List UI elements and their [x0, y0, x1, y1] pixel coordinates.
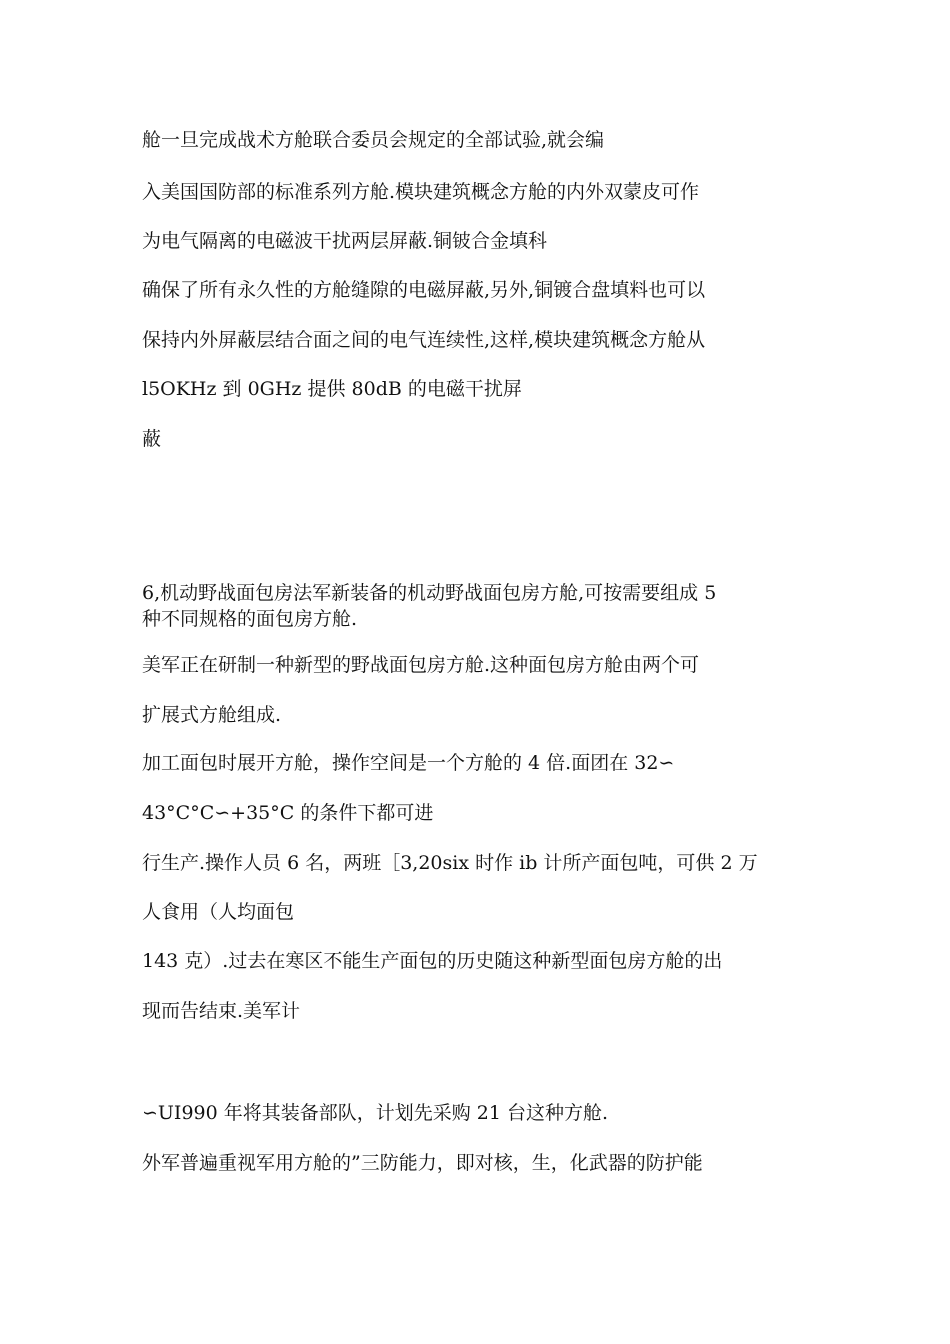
text-line: 外军普遍重视军用方舱的”三防能力，即对核，生，化武器的防护能: [142, 1152, 703, 1174]
text-line: l5OKHz 到 0GHz 提供 80dB 的电磁干扰屏: [142, 378, 522, 400]
text-line: 入美国国防部的标准系列方舱.模块建筑概念方舱的内外双蒙皮可作: [142, 181, 700, 203]
text-line: 人食用（人均面包: [142, 901, 295, 923]
text-line: 种不同规格的面包房方舱.: [142, 608, 358, 630]
text-line: 143 克）.过去在寒区不能生产面包的历史随这种新型面包房方舱的出: [142, 950, 723, 972]
text-line: 6,机动野战面包房法军新装备的机动野战面包房方舱,可按需要组成 5: [142, 582, 717, 604]
text-line: 确保了所有永久性的方舱缝隙的电磁屏蔽,另外,铜镀合盘填料也可以: [142, 279, 706, 301]
text-line: 43°C°C∽+35°C 的条件下都可进: [142, 802, 434, 824]
text-line: 美军正在研制一种新型的野战面包房方舱.这种面包房方舱由两个可: [142, 654, 700, 676]
text-line: ∽UI990 年将其装备部队，计划先采购 21 台这种方舱.: [142, 1102, 609, 1124]
text-line: 保持内外屏蔽层结合面之间的电气连续性,这样,模块建筑概念方舱从: [142, 329, 706, 351]
text-line: 扩展式方舱组成.: [142, 704, 282, 726]
text-line: 行生产.操作人员 6 名，两班［3,20six 时作 ib 计所产面包吨，可供 2 万: [142, 852, 758, 874]
text-line: 蔽: [142, 428, 162, 450]
text-line: 为电气隔离的电磁波干扰两层屏蔽.铜铍合金填科: [142, 230, 548, 252]
text-line: 现而告结束.美军计: [142, 1000, 301, 1022]
text-line: 舱一旦完成战术方舱联合委员会规定的全部试验,就会编: [142, 129, 605, 151]
text-line: 加工面包时展开方舱，操作空间是一个方舱的 4 倍.面团在 32∽: [142, 752, 675, 774]
